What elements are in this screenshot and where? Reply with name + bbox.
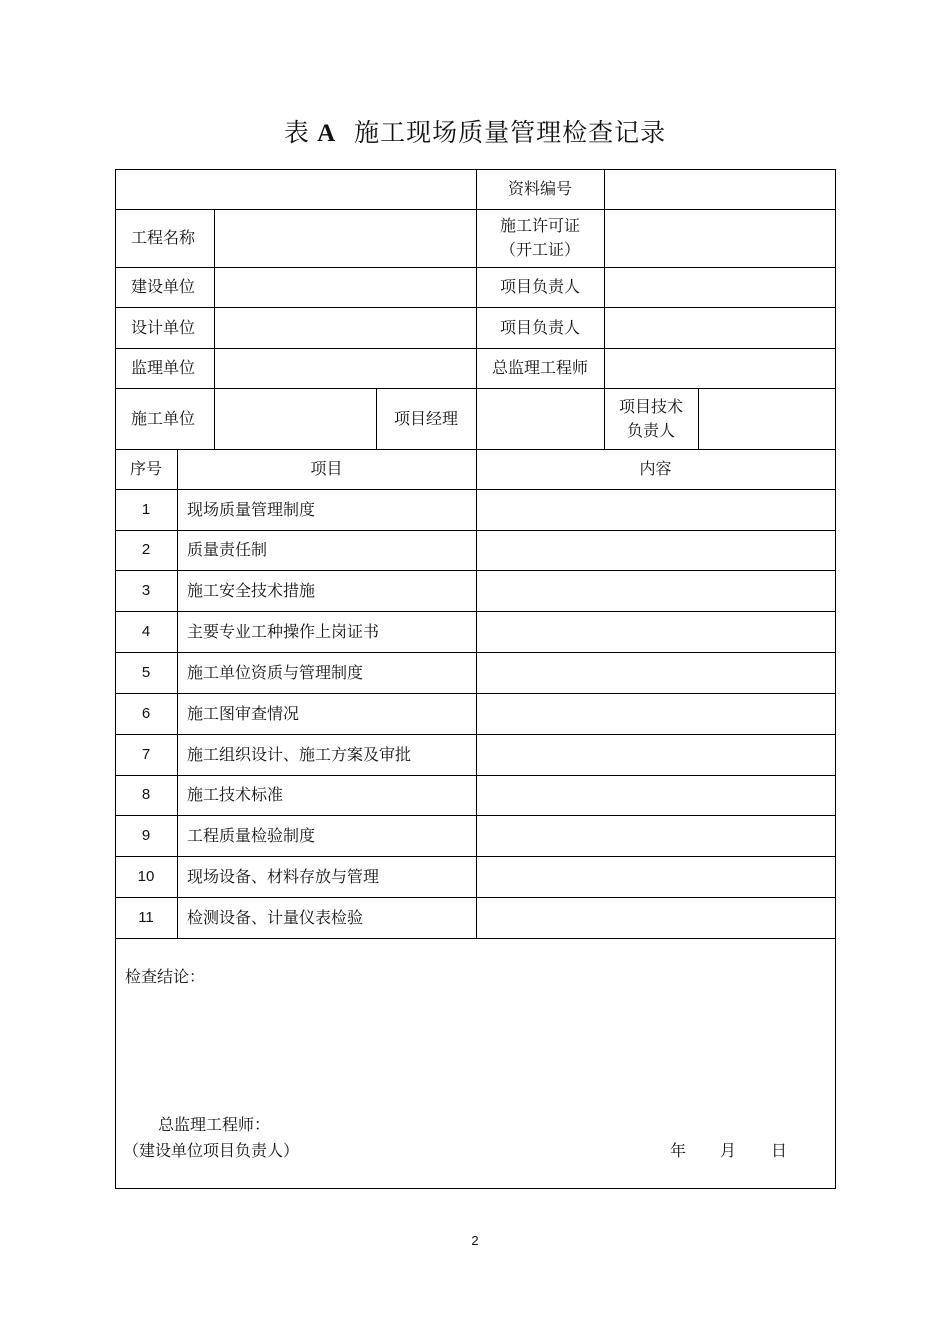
table-prefix: 表 A <box>283 118 337 147</box>
row-item: 施工技术标准 <box>187 785 284 804</box>
permit-label: 施工许可证 （开工证） <box>499 216 580 259</box>
owner-unit-value[interactable] <box>214 267 476 307</box>
row-content[interactable] <box>476 815 835 856</box>
column-header-seq: 序号 <box>129 459 162 478</box>
inspection-record-table <box>115 169 836 1189</box>
row-content[interactable] <box>476 775 835 815</box>
design-leader-label: 项目负责人 <box>499 317 580 337</box>
conclusion-label: 检查结论： <box>125 967 206 986</box>
row-content[interactable] <box>476 897 835 938</box>
chief-supervisor-signature-label: 总监理工程师： <box>158 1115 271 1134</box>
date-day-label: 日 <box>771 1141 788 1160</box>
owner-unit-label: 建设单位 <box>131 277 196 296</box>
chief-supervisor-value[interactable] <box>604 348 835 388</box>
record-no-value[interactable] <box>604 169 835 209</box>
project-name-value[interactable] <box>214 209 476 267</box>
row-number: 1 <box>141 500 151 518</box>
project-manager-label: 项目经理 <box>393 408 458 428</box>
row-content[interactable] <box>476 489 835 530</box>
construction-unit-label: 施工单位 <box>131 408 196 428</box>
row-item: 现场质量管理制度 <box>187 499 316 519</box>
tech-leader-value[interactable] <box>698 388 835 449</box>
supervision-unit-value[interactable] <box>214 348 476 388</box>
row-number: 8 <box>141 786 151 803</box>
supervision-unit-label: 监理单位 <box>131 358 196 377</box>
row-content[interactable] <box>476 530 835 570</box>
page-number: 2 <box>471 1233 479 1248</box>
date-month-label: 月 <box>720 1141 737 1160</box>
design-leader-value[interactable] <box>604 307 835 348</box>
row-item: 工程质量检验制度 <box>187 825 316 845</box>
record-no-label: 资料编号 <box>507 179 572 198</box>
page-title <box>0 113 950 149</box>
row-content[interactable] <box>476 856 835 897</box>
row-number: 9 <box>141 826 151 844</box>
project-name-label: 工程名称 <box>131 228 196 247</box>
row-content[interactable] <box>476 734 835 775</box>
row-item: 施工组织设计、施工方案及审批 <box>187 744 412 764</box>
row-content[interactable] <box>476 652 835 693</box>
row-content[interactable] <box>476 611 835 652</box>
row-item: 质量责任制 <box>187 540 268 559</box>
row-number: 5 <box>141 663 151 681</box>
row-item: 主要专业工种操作上岗证书 <box>187 621 380 641</box>
row-content[interactable] <box>476 693 835 734</box>
row-item: 检测设备、计量仪表检验 <box>187 907 364 927</box>
table-title: 施工现场质量管理检查记录 <box>354 118 667 147</box>
column-header-content: 内容 <box>639 459 672 478</box>
row-item: 现场设备、材料存放与管理 <box>187 866 380 886</box>
permit-value[interactable] <box>604 209 835 267</box>
design-unit-value[interactable] <box>214 307 476 348</box>
row-content[interactable] <box>476 570 835 611</box>
column-header-item: 项目 <box>310 459 343 478</box>
owner-leader-value[interactable] <box>604 267 835 307</box>
row-number: 2 <box>141 541 151 558</box>
date-year-label: 年 <box>670 1141 687 1160</box>
chief-supervisor-label: 总监理工程师 <box>491 358 588 377</box>
design-unit-label: 设计单位 <box>131 317 196 337</box>
construction-unit-value[interactable] <box>214 388 376 449</box>
tech-leader-label: 项目技术 负责人 <box>618 396 683 440</box>
owner-leader-label: 项目负责人 <box>499 277 580 296</box>
row-number: 10 <box>137 867 155 885</box>
row-number: 6 <box>141 704 151 722</box>
project-manager-value[interactable] <box>476 388 604 449</box>
row-item: 施工单位资质与管理制度 <box>187 662 364 682</box>
row-number: 3 <box>141 581 151 599</box>
row-item: 施工安全技术措施 <box>187 580 316 600</box>
row-number: 4 <box>141 622 151 640</box>
row-item: 施工图审查情况 <box>187 703 300 723</box>
row-number: 7 <box>141 745 151 763</box>
row-number: 11 <box>138 908 154 926</box>
owner-leader-signature-label: （建设单位项目负责人） <box>123 1141 300 1160</box>
